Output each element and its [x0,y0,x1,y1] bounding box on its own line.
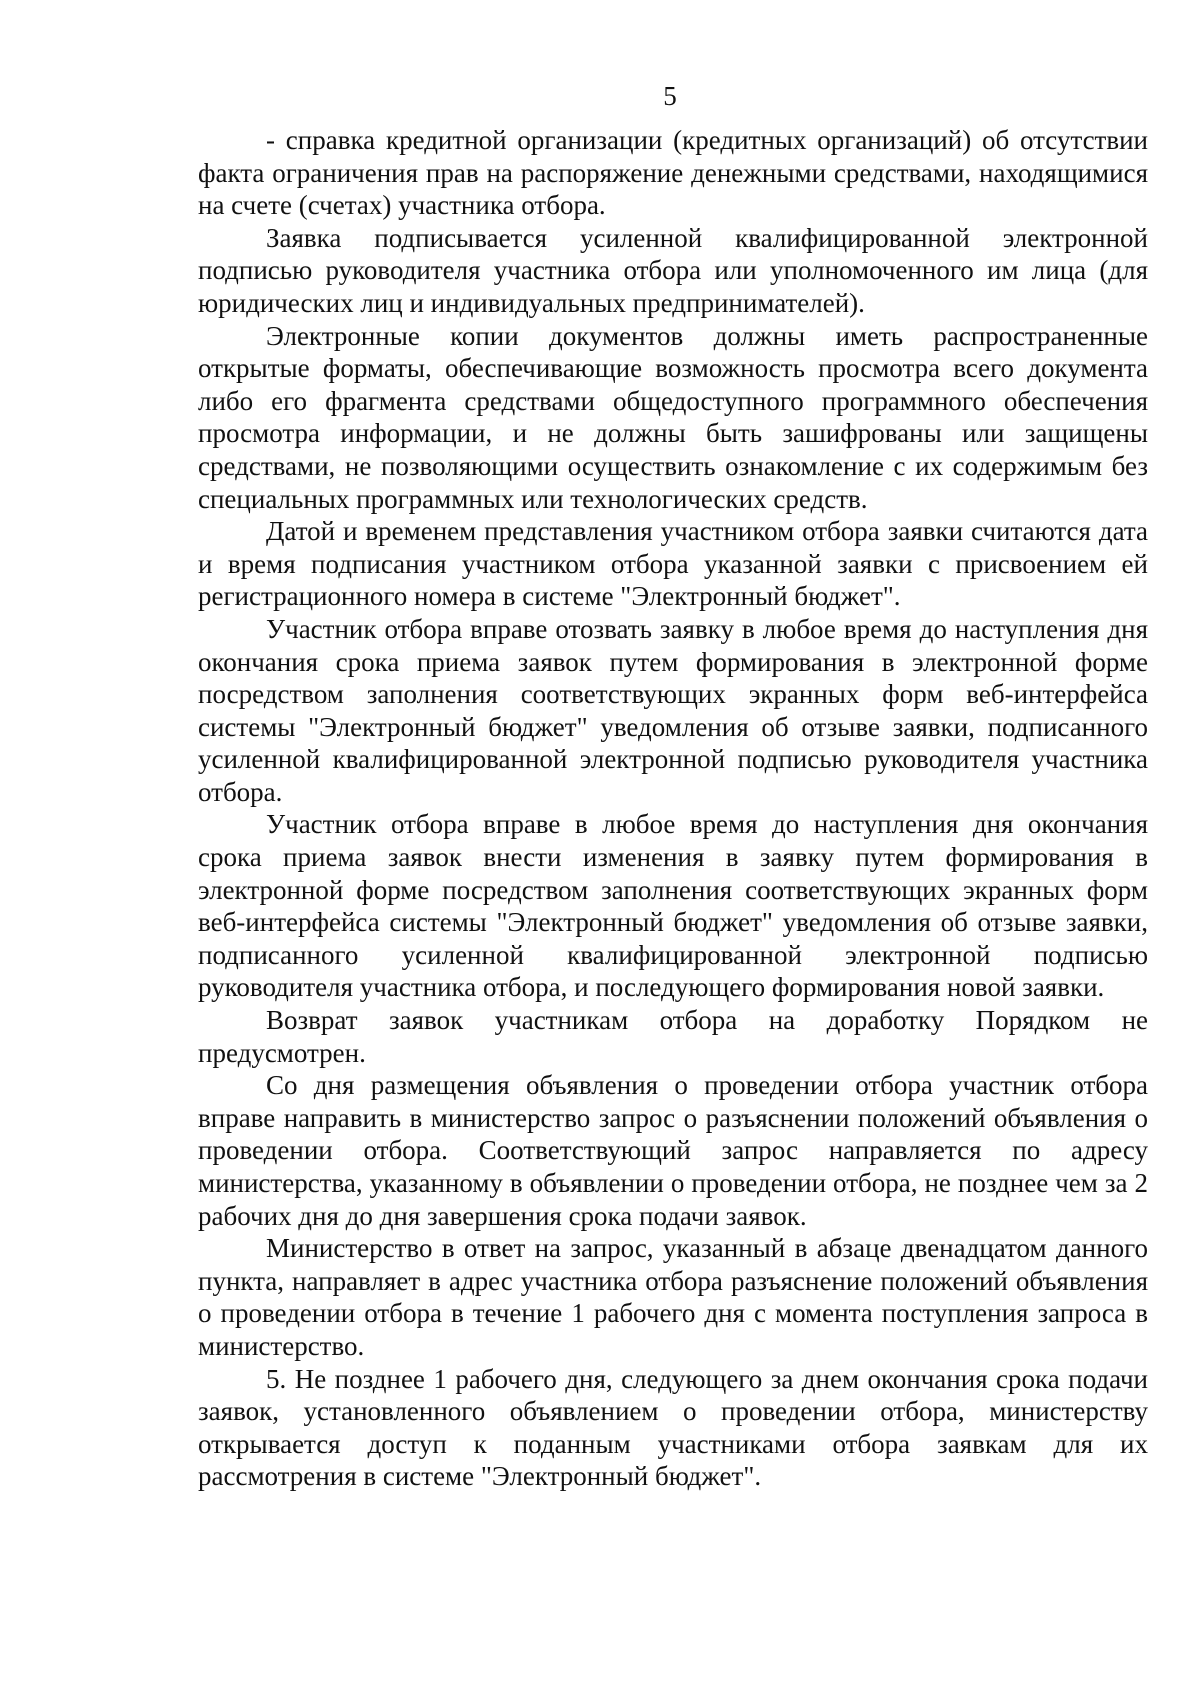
paragraph-application-signature: Заявка подписывается усиленной квалифицированной электронной подписью руководителя участника отбора или уполномоченного им лица (для юридических лиц и индивидуальных предпринимателей). [198,222,1148,318]
paragraph-no-return: Возврат заявок участникам отбора на доработку Порядком не предусмотрен. [198,1005,1148,1068]
paragraph-item-5: 5. Не позднее 1 рабочего дня, следующего за днем окончания срока подачи заявок, установленного объявлением о проведении отбора, министерству открывается доступ к поданным участниками отбора заявкам для их рассмотрения в системе "Электронный бюджет". [198,1363,1148,1492]
paragraph-application-withdrawal: Участник отбора вправе отозвать заявку в любое время до наступления дня окончания срока приема заявок путем формирования в электронной форме посредством заполнения соответствующих экранных форм веб-интерфейса системы "Электронный бюджет" уведомления об отзыве заявки, подписанного усиленной квалифицированной электронной подписью руководителя участника отбора. [198,613,1148,807]
paragraph-clarification-request: Со дня размещения объявления о проведении отбора участник отбора вправе направить в министерство запрос о разъяснении положений объявления о проведении отбора. Соответствующий запрос направляется по адресу министерства, указанному в объявлении о проведении отбора, не позднее чем за 2 рабочих дня до дня завершения срока подачи заявок. [198,1070,1148,1231]
paragraph-bank-certificate: - справка кредитной организации (кредитных организаций) об отсутствии факта ограничения прав на распоряжение денежными средствами, находящимися на счете (счетах) участника отбора. [198,125,1148,221]
paragraph-submission-date: Датой и временем представления участником отбора заявки считаются дата и время подписания участником отбора указанной заявки с присвоением ей регистрационного номера в системе "Электронный бюджет". [198,516,1148,612]
page-number: 5 [663,81,677,111]
paragraph-electronic-copies: Электронные копии документов должны иметь распространенные открытые форматы, обеспечивающие возможность просмотра всего документа либо его фрагмента средствами общедоступного программного обеспечения просмотра информации, и не должны быть зашифрованы или защищены средствами, не позволяющими осуществить ознакомление с их содержимым без специальных программных или технологических средств. [198,320,1148,514]
document-body [198,124,1148,1493]
paragraph-ministry-response: Министерство в ответ на запрос, указанный в абзаце двенадцатом данного пункта, направляет в адрес участника отбора разъяснение положений объявления о проведении отбора в течение 1 рабочего дня с момента поступления запроса в министерство. [198,1233,1148,1361]
paragraph-application-changes: Участник отбора вправе в любое время до наступления дня окончания срока приема заявок внести изменения в заявку путем формирования в электронной форме посредством заполнения соответствующих экранных форм веб-интерфейса системы "Электронный бюджет" уведомления об отзыве заявки, подписанного усиленной квалифицированной электронной подписью руководителя участника отбора, и последующего формирования новой заявки. [198,809,1148,1003]
